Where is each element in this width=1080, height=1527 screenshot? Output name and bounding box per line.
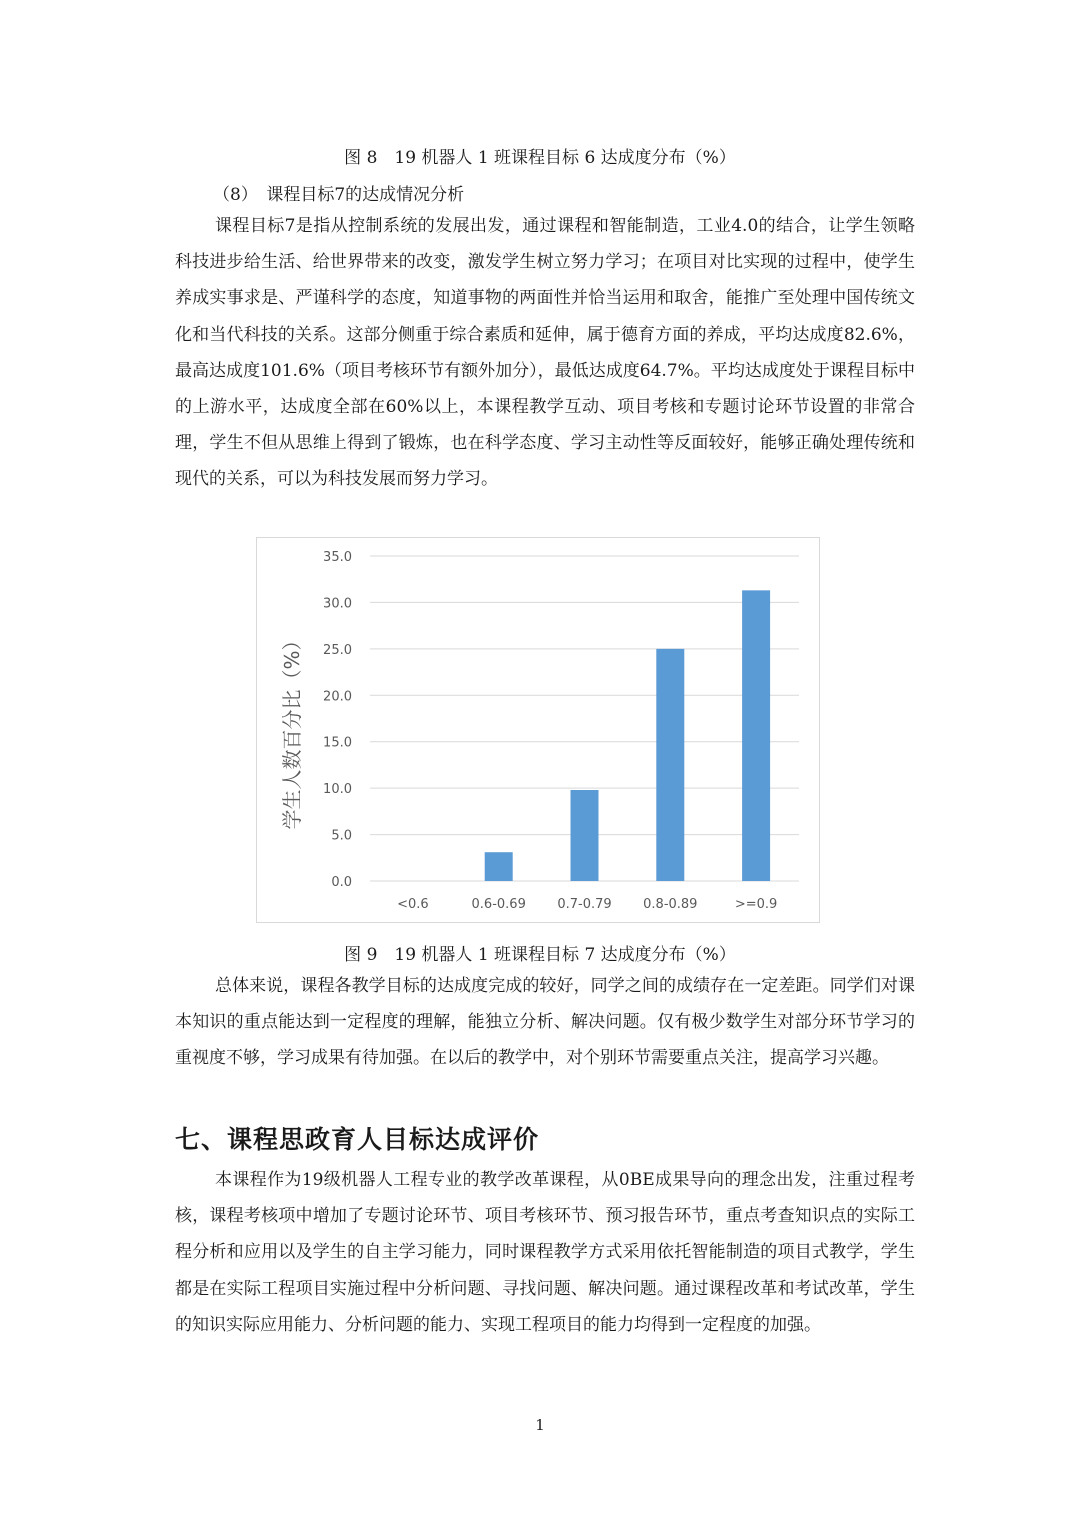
x-tick-label: >=0.9 [734,897,778,912]
y-tick-label: 30.0 [323,596,352,612]
page-number: 1 [535,1416,545,1434]
bar-chart-svg [257,538,819,922]
x-tick-label: 0.6-0.69 [471,897,526,912]
bar [485,852,513,881]
bar [656,649,684,881]
chart-bars [485,590,770,881]
y-tick-label: 20.0 [323,689,352,705]
section8-paragraph: 课程目标7是指从控制系统的发展出发，通过课程和智能制造，工业4.0的结合，让学生领略科技进步给生活、给世界带来的改变，激发学生树立努力学习；在项目对比实现的过程中，使学生养成实事求是、严谨科学的态度，知道事物的两面性并恰当运用和取舍，能推广至处理中国传统文化和当代科技的关系。这部分侧重于综合素质和延伸，属于德育方面的养成，平均达成度82.6%，最高达成度101.6%（项目考核环节有额外加分），最低达成度64.7%。平均达成度处于课程目标中的上游水平，达成度全部在60%以上，本课程教学互动、项目考核和专题讨论环节设置的非常合理，学生不但从思维上得到了锻炼，也在科学态度、学习主动性等反面较好，能够正确处理传统和现代的关系，可以为科技发展而努力学习。 [175,216,915,490]
x-tick-label: <0.6 [397,897,429,912]
figure9-caption: 图 9 19 机器人 1 班课程目标 7 达成度分布（%） [344,945,736,965]
y-tick-label: 0.0 [331,875,352,890]
prev-figure-caption: 图 8 19 机器人 1 班课程目标 6 达成度分布（%） [344,148,736,168]
figure9-chart [256,537,820,923]
y-tick-label: 35.0 [323,550,352,565]
chart-y-ticks [323,550,352,890]
y-tick-label: 10.0 [323,782,352,798]
x-tick-label: 0.8-0.89 [643,897,698,912]
bar [571,790,599,881]
summary-paragraph: 总体来说，课程各教学目标的达成度完成的较好，同学之间的成绩存在一定差距。同学们对课本知识的重点能达到一定程度的理解，能独立分析、解决问题。仅有极少数学生对部分环节学习的重视度不够，学习成果有待加强。在以后的教学中，对个别环节需要重点关注，提高学习兴趣。 [175,976,915,1069]
x-tick-label: 0.7-0.79 [557,897,612,912]
section8-heading: （8） 课程目标7的达成情况分析 [213,185,465,205]
y-tick-label: 15.0 [323,735,352,751]
section7-paragraph: 本课程作为19级机器人工程专业的教学改革课程，从0BE成果导向的理念出发，注重过程考核，课程考核项中增加了专题讨论环节、项目考核环节、预习报告环节，重点考查知识点的实际工程分析和应用以及学生的自主学习能力，同时课程教学方式采用依托智能制造的项目式教学，学生都是在实际工程项目实施过程中分析问题、寻找问题、解决问题。通过课程改革和考试改革，学生的知识实际应用能力、分析问题的能力、实现工程项目的能力均得到一定程度的加强。 [175,1170,915,1335]
chart-x-ticks [397,897,777,912]
section7-heading: 七、课程思政育人目标达成评价 [175,1125,540,1154]
chart-y-axis-label: 学生人数百分比（%） [280,630,304,830]
y-tick-label: 25.0 [323,642,352,658]
y-tick-label: 5.0 [331,828,352,844]
bar [742,590,770,881]
